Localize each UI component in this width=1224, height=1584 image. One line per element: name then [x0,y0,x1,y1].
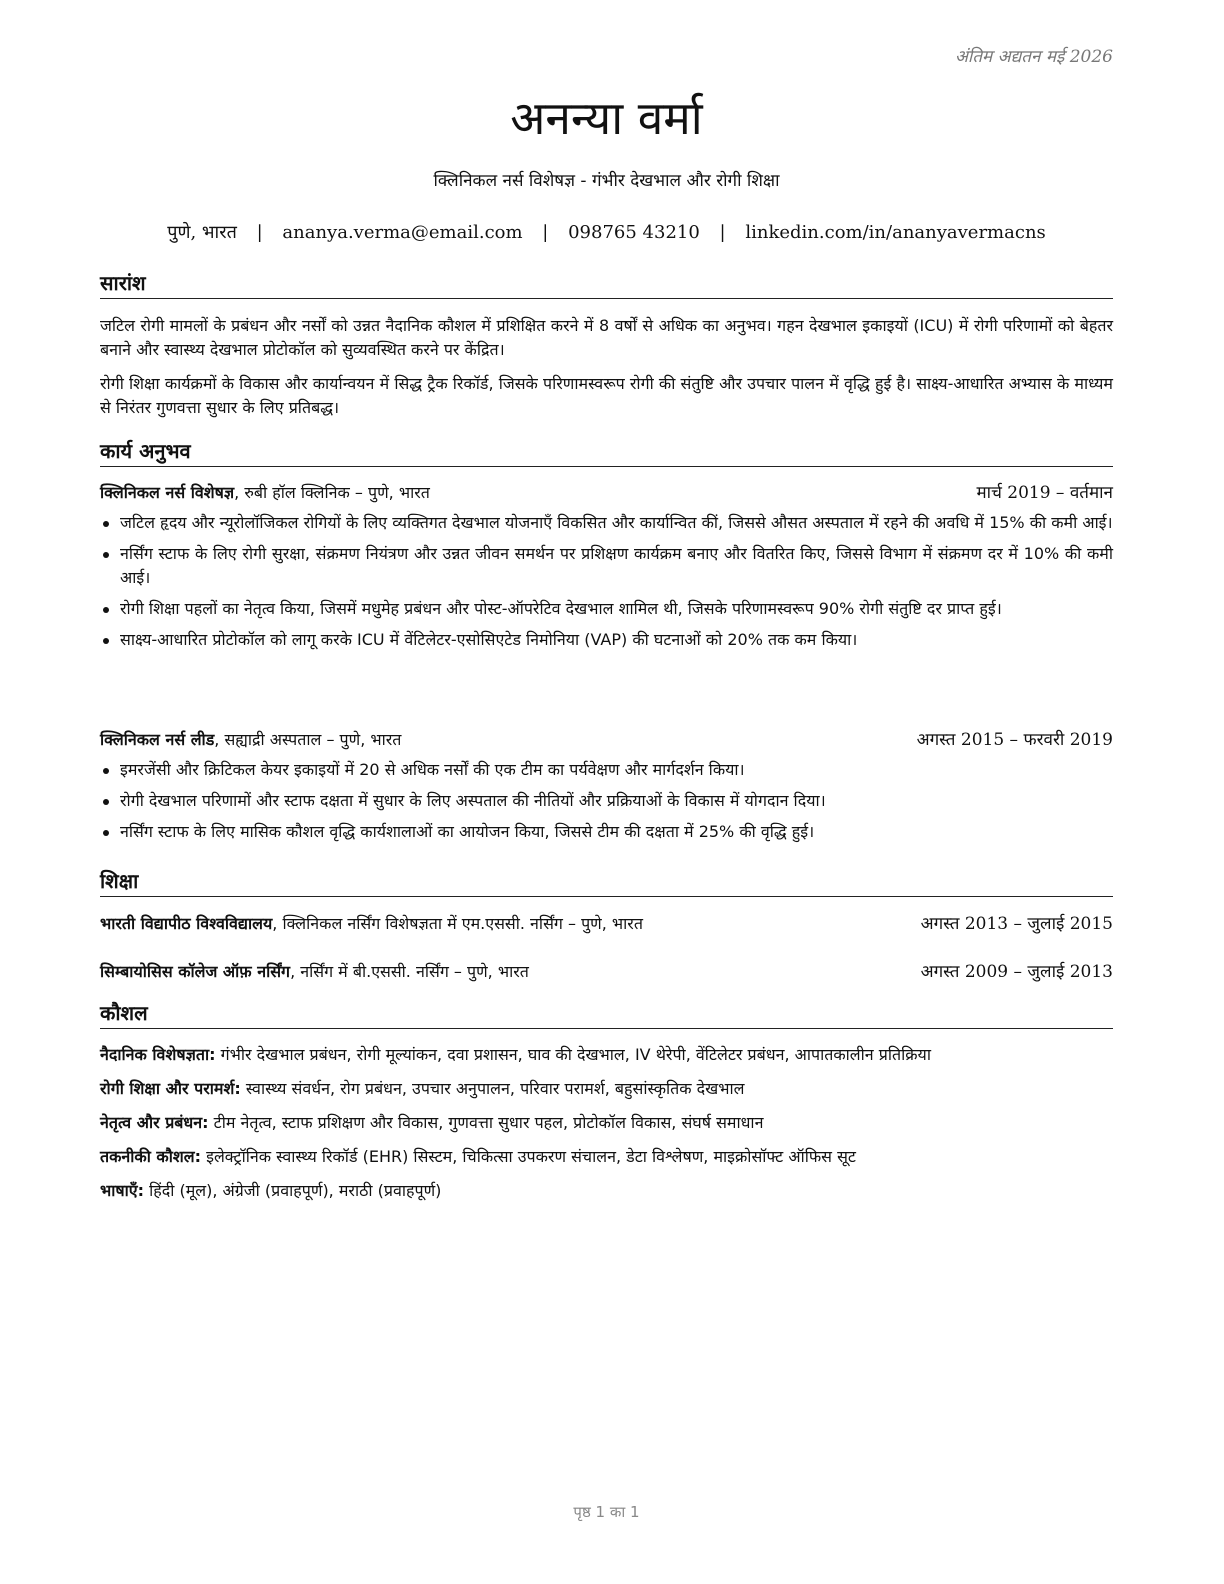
candidate-subtitle: क्लिनिकल नर्स विशेषज्ञ - गंभीर देखभाल और रोगी शिक्षा [433,171,780,191]
job-header [100,481,1113,505]
job-org: , रुबी हॉल क्लिनिक – पुणे, भारत [234,483,430,502]
contact-location: पुणे, भारत [167,222,237,243]
education-school-detail [100,912,643,936]
education-entry [100,960,1113,984]
contact-separator: | [256,222,263,243]
list-item: नर्सिंग स्टाफ के लिए रोगी सुरक्षा, संक्रमण नियंत्रण और उन्नत जीवन समर्थन पर प्रशिक्षण कार्यक्रम बनाए और वितरित किए, जिससे विभाग में संक्रमण दर में 10% की कमी आई। [100,542,1113,590]
job-dates: अगस्त 2015 – फरवरी 2019 [916,730,1113,750]
education-school: भारती विद्यापीठ विश्वविद्यालय [100,914,273,933]
candidate-name: अनन्या वर्मा [510,91,703,145]
page-number: पृष्ठ 1 का 1 [573,1503,640,1521]
list-item: इमरजेंसी और क्रिटिकल केयर इकाइयों में 20 से अधिक नर्सों की एक टीम का पर्यवेक्षण और मार्गदर्शन किया। [100,758,1113,782]
list-item: साक्ष्य-आधारित प्रोटोकॉल को लागू करके ICU में वेंटिलेटर-एसोसिएटेड निमोनिया (VAP) की घटनाओं को 20% तक कम किया। [100,628,1113,652]
contact-separator: | [719,222,726,243]
education-school-detail [100,960,529,984]
skill-label: तकनीकी कौशल: [100,1147,201,1166]
list-item: नर्सिंग स्टाफ के लिए मासिक कौशल वृद्धि कार्यशालाओं का आयोजन किया, जिससे टीम की दक्षता में 25% की वृद्धि हुई। [100,820,1113,844]
summary-paragraph: जटिल रोगी मामलों के प्रबंधन और नर्सों को उन्नत नैदानिक कौशल में प्रशिक्षित करने में 8 वर्षों से अधिक का अनुभव। गहन देखभाल इकाइयों (ICU) में रोगी परिणामों को बेहतर बनाने और स्वास्थ्य देखभाल प्रोटोकॉल को सुव्यवस्थित करने पर केंद्रित। [100,316,1113,359]
contact-line [100,220,1113,244]
job-bullets [100,758,1113,851]
skill-line [100,1111,1113,1135]
summary-paragraph: रोगी शिक्षा कार्यक्रमों के विकास और कार्यान्वयन में सिद्ध ट्रैक रिकॉर्ड, जिसके परिणामस्वरूप रोगी की संतुष्टि और उपचार पालन में वृद्धि हुई है। साक्ष्य-आधारित अभ्यास के माध्यम से निरंतर गुणवत्ता सुधार के लिए प्रतिबद्ध। [100,374,1113,417]
contact-separator: | [542,222,549,243]
list-item: रोगी देखभाल परिणामों और स्टाफ दक्षता में सुधार के लिए अस्पताल की नीतियों और प्रक्रियाओं के विकास में योगदान दिया। [100,789,1113,813]
skill-line [100,1179,1113,1203]
job-header [100,728,1113,752]
section-title-skills: कौशल [100,1000,1113,1029]
section-title-summary: सारांश [100,270,1113,299]
job-dates: मार्च 2019 – वर्तमान [976,483,1113,503]
job-title-org [100,728,401,752]
job-org: , सह्याद्री अस्पताल – पुणे, भारत [214,730,402,749]
job-role: क्लिनिकल नर्स विशेषज्ञ [100,483,235,502]
education-detail: , क्लिनिकल नर्सिंग विशेषज्ञता में एम.एससी. नर्सिंग – पुणे, भारत [272,914,643,933]
list-item: जटिल हृदय और न्यूरोलॉजिकल रोगियों के लिए व्यक्तिगत देखभाल योजनाएँ विकसित और कार्यान्वित कीं, जिससे औसत अस्पताल में रहने की अवधि में 15% की कमी आई। [100,511,1113,535]
education-school: सिम्बायोसिस कॉलेज ऑफ़ नर्सिंग [100,962,291,981]
skill-line [100,1043,1113,1067]
section-title-experience: कार्य अनुभव [100,438,1113,467]
skill-label: नैदानिक विशेषज्ञता: [100,1045,216,1064]
skill-value: हिंदी (मूल), अंग्रेजी (प्रवाहपूर्ण), मराठी (प्रवाहपूर्ण) [144,1181,442,1200]
job-bullets [100,511,1113,659]
last-updated: अंतिम अद्यतन मई 2026 [954,47,1113,67]
education-detail: , नर्सिंग में बी.एससी. नर्सिंग – पुणे, भारत [290,962,529,981]
skill-value: टीम नेतृत्व, स्टाफ प्रशिक्षण और विकास, गुणवत्ता सुधार पहल, प्रोटोकॉल विकास, संघर्ष समाधान [208,1113,764,1132]
section-title-education: शिक्षा [100,868,1113,897]
job-role: क्लिनिकल नर्स लीड [100,730,215,749]
contact-phone: 098765 43210 [568,222,700,243]
job-title-org [100,481,430,505]
skill-label: नेतृत्व और प्रबंधन: [100,1113,209,1132]
contact-linkedin[interactable]: linkedin.com/in/ananyavermacns [745,222,1046,243]
education-dates: अगस्त 2009 – जुलाई 2013 [920,962,1113,982]
list-item: रोगी शिक्षा पहलों का नेतृत्व किया, जिसमें मधुमेह प्रबंधन और पोस्ट-ऑपरेटिव देखभाल शामिल थी, जिसके परिणामस्वरूप 90% रोगी संतुष्टि दर प्राप्त हुई। [100,597,1113,621]
skill-label: भाषाएँ: [100,1181,145,1200]
contact-email[interactable]: ananya.verma@email.com [282,222,523,243]
skill-value: स्वास्थ्य संवर्धन, रोग प्रबंधन, उपचार अनुपालन, परिवार परामर्श, बहुसांस्कृतिक देखभाल [240,1079,745,1098]
skill-line [100,1145,1113,1169]
skill-value: गंभीर देखभाल प्रबंधन, रोगी मूल्यांकन, दवा प्रशासन, घाव की देखभाल, IV थेरेपी, वेंटिलेटर प्रबंधन, आपातकालीन प्रतिक्रिया [215,1045,931,1064]
resume-page [100,0,1113,1584]
education-dates: अगस्त 2013 – जुलाई 2015 [920,914,1113,934]
education-entry [100,912,1113,936]
skill-label: रोगी शिक्षा और परामर्श: [100,1079,241,1098]
skill-value: इलेक्ट्रॉनिक स्वास्थ्य रिकॉर्ड (EHR) सिस्टम, चिकित्सा उपकरण संचालन, डेटा विश्लेषण, माइक्रोसॉफ्ट ऑफिस सूट [201,1147,856,1166]
skill-line [100,1077,1113,1101]
